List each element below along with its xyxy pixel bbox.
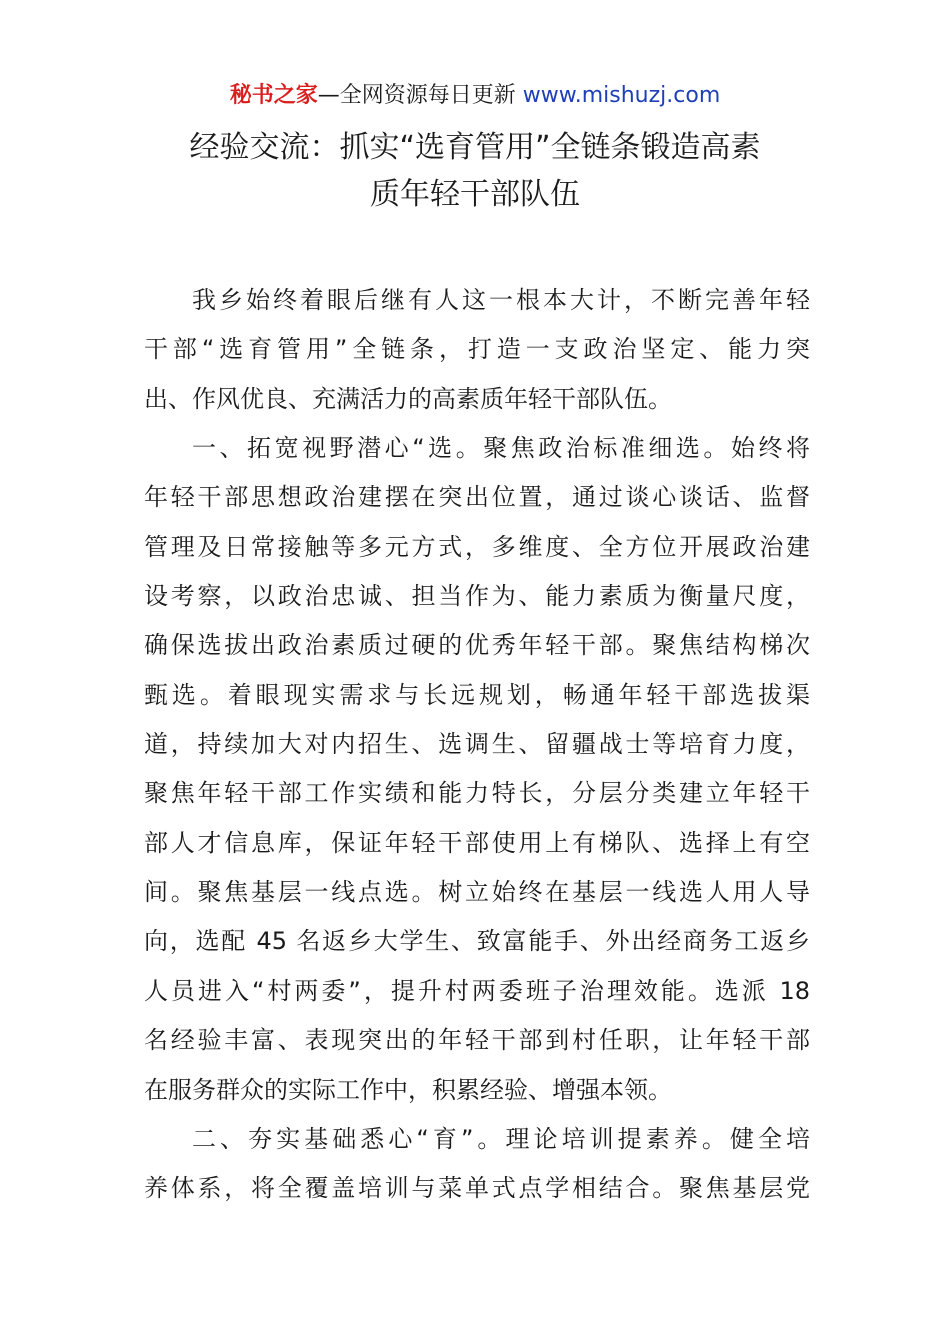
site-url-link[interactable]: www.mishuzj.com xyxy=(522,83,721,108)
body-line: 部人才信息库，保证年轻干部使用上有梯队、选择上有空 xyxy=(144,828,810,857)
body-line: 年轻干部思想政治建摆在突出位置，通过谈心谈话、监督 xyxy=(144,483,810,512)
body-line: 在服务群众的实际工作中，积累经验、增强本领。 xyxy=(144,1075,672,1104)
title-line-2: 质年轻干部队伍 xyxy=(370,177,580,212)
document-body xyxy=(144,276,810,1214)
body-line: 我乡始终着眼后继有人这一根本大计，不断完善年轻 xyxy=(192,286,810,314)
body-line: 管理及日常接触等多元方式，多维度、全方位开展政治建 xyxy=(144,532,810,561)
body-line: 聚焦年轻干部工作实绩和能力特长，分层分类建立年轻干 xyxy=(144,779,810,808)
body-line: 干部“选育管用”全链条，打造一支政治坚定、能力突 xyxy=(144,335,810,364)
body-line: 二、夯实基础悉心“育”。理论培训提素养。健全培 xyxy=(192,1124,810,1153)
site-slogan: —全网资源每日更新 xyxy=(317,83,523,108)
body-line: 确保选拔出政治素质过硬的优秀年轻干部。聚焦结构梯次 xyxy=(144,631,810,660)
body-line: 名经验丰富、表现突出的年轻干部到村任职，让年轻干部 xyxy=(144,1026,810,1055)
body-line: 甄选。着眼现实需求与长远规划，畅通年轻干部选拔渠 xyxy=(144,680,810,709)
document-title xyxy=(120,124,830,218)
body-line: 一、拓宽视野潜心“选。聚焦政治标准细选。始终将 xyxy=(192,434,810,463)
body-line: 出、作风优良、充满活力的高素质年轻干部队伍。 xyxy=(144,384,672,413)
body-line: 间。聚焦基层一线点选。树立始终在基层一线选人用人导 xyxy=(144,878,810,907)
body-line: 道，持续加大对内招生、选调生、留疆战士等培育力度， xyxy=(144,730,810,759)
body-line: 设考察，以政治忠诚、担当作为、能力素质为衡量尺度， xyxy=(144,582,810,611)
body-line: 人员进入“村两委”，提升村两委班子治理效能。选派 18 xyxy=(144,976,810,1005)
brand-name: 秘书之家 xyxy=(229,83,318,108)
site-header xyxy=(0,80,950,112)
body-line: 养体系，将全覆盖培训与菜单式点学相结合。聚焦基层党 xyxy=(144,1174,810,1203)
title-line-1: 经验交流：抓实“选育管用”全链条锻造高素 xyxy=(189,130,761,165)
body-line: 向，选配 45 名返乡大学生、致富能手、外出经商务工返乡 xyxy=(144,927,810,956)
